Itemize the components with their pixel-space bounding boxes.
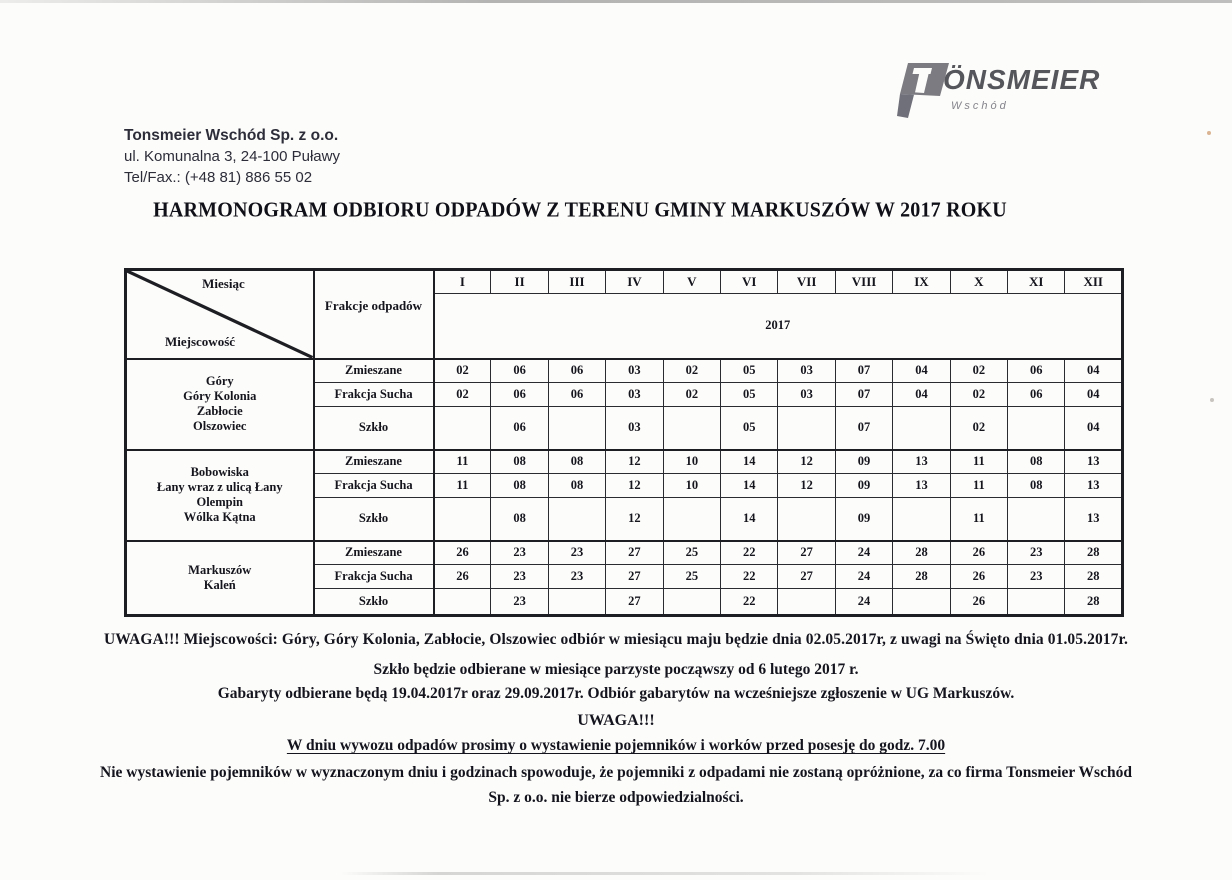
day-cell: 24 <box>835 565 892 589</box>
fraction-label: Szkło <box>314 589 434 616</box>
day-cell: 06 <box>1008 383 1065 407</box>
day-cell: 08 <box>1008 474 1065 498</box>
day-cell: 06 <box>491 407 548 450</box>
day-cell <box>548 589 605 616</box>
day-cell <box>434 589 491 616</box>
place-name: Kaleń <box>203 577 236 592</box>
day-cell: 25 <box>663 541 720 565</box>
day-cell: 14 <box>721 498 778 541</box>
month-header-II: II <box>491 270 548 294</box>
day-cell <box>548 407 605 450</box>
day-cell: 23 <box>548 565 605 589</box>
day-cell: 12 <box>778 474 835 498</box>
day-cell <box>893 589 950 616</box>
scan-artifact-top-edge <box>0 0 1232 3</box>
company-name: Tonsmeier Wschód Sp. z o.o. <box>124 127 339 144</box>
fraction-label: Zmieszane <box>314 359 434 383</box>
day-cell: 03 <box>606 383 663 407</box>
day-cell: 26 <box>950 541 1007 565</box>
day-cell: 06 <box>1008 359 1065 383</box>
day-cell: 09 <box>835 474 892 498</box>
day-cell: 11 <box>950 474 1007 498</box>
day-cell: 03 <box>778 383 835 407</box>
day-cell: 26 <box>950 565 1007 589</box>
day-cell: 04 <box>1065 359 1123 383</box>
day-cell: 13 <box>893 474 950 498</box>
document-title: HARMONOGRAM ODBIORU ODPADÓW Z TERENU GMINY MARKUSZÓW W 2017 ROKU <box>153 198 1007 222</box>
day-cell: 03 <box>778 359 835 383</box>
day-cell: 08 <box>491 474 548 498</box>
month-header-IX: IX <box>893 270 950 294</box>
day-cell: 23 <box>491 589 548 616</box>
day-cell: 03 <box>606 407 663 450</box>
day-cell: 23 <box>548 541 605 565</box>
day-cell: 09 <box>835 450 892 474</box>
day-cell: 04 <box>1065 383 1123 407</box>
place-name: Góry Kolonia <box>183 389 257 403</box>
day-cell: 27 <box>778 541 835 565</box>
day-cell <box>893 498 950 541</box>
fractions-column-header: Frakcje odpadów <box>314 270 434 359</box>
day-cell <box>1008 498 1065 541</box>
day-cell: 02 <box>663 383 720 407</box>
day-cell: 27 <box>778 565 835 589</box>
day-cell: 22 <box>721 565 778 589</box>
day-cell: 11 <box>950 498 1007 541</box>
day-cell <box>778 589 835 616</box>
schedule-table <box>124 268 1124 617</box>
schedule-row <box>126 450 1123 474</box>
disclaimer: Nie wystawienie pojemników w wyznaczonym dniu i godzinach spowoduje, że pojemniki z odpadami nie zostaną opróżnione, za co firma Tonsmeier Wschód Sp. z o.o. nie bierze odpowiedzialności. <box>100 764 1132 806</box>
day-cell: 06 <box>548 383 605 407</box>
warning-heading: UWAGA!!! <box>577 712 655 729</box>
day-cell: 27 <box>606 565 663 589</box>
day-cell: 28 <box>1065 589 1123 616</box>
day-cell: 05 <box>721 407 778 450</box>
fraction-label: Szkło <box>314 407 434 450</box>
day-cell <box>778 407 835 450</box>
month-header-XII: XII <box>1065 270 1123 294</box>
day-cell: 24 <box>835 541 892 565</box>
place-name: Zabłocie <box>196 404 243 418</box>
day-cell: 07 <box>835 407 892 450</box>
day-cell: 07 <box>835 383 892 407</box>
day-cell: 12 <box>606 498 663 541</box>
scan-speck <box>1207 131 1211 135</box>
day-cell: 22 <box>721 589 778 616</box>
schedule-row <box>126 359 1123 383</box>
place-name: Markuszów <box>188 562 252 577</box>
day-cell <box>893 407 950 450</box>
day-cell: 23 <box>491 541 548 565</box>
day-cell: 08 <box>548 450 605 474</box>
day-cell: 12 <box>606 474 663 498</box>
day-cell: 23 <box>491 565 548 589</box>
month-header-I: I <box>434 270 491 294</box>
month-header-III: III <box>548 270 605 294</box>
day-cell: 27 <box>606 589 663 616</box>
day-cell: 05 <box>721 359 778 383</box>
day-cell: 02 <box>950 383 1007 407</box>
month-header-X: X <box>950 270 1007 294</box>
day-cell: 10 <box>663 474 720 498</box>
day-cell <box>663 498 720 541</box>
day-cell <box>663 407 720 450</box>
fraction-label: Frakcja Sucha <box>314 474 434 498</box>
place-name: Olempin <box>196 495 244 509</box>
day-cell: 08 <box>548 474 605 498</box>
corner-label-place: Miejscowość <box>165 333 236 349</box>
year-cell: 2017 <box>434 294 1123 359</box>
day-cell: 04 <box>893 359 950 383</box>
day-cell: 28 <box>893 565 950 589</box>
place-name: Góry <box>205 374 234 388</box>
day-cell: 13 <box>1065 498 1123 541</box>
day-cell: 02 <box>434 359 491 383</box>
day-cell: 06 <box>491 383 548 407</box>
day-cell <box>548 498 605 541</box>
month-header-VII: VII <box>778 270 835 294</box>
day-cell: 13 <box>893 450 950 474</box>
day-cell: 02 <box>434 383 491 407</box>
day-cell: 28 <box>1065 541 1123 565</box>
day-cell: 02 <box>950 407 1007 450</box>
places-list <box>129 465 311 525</box>
month-header-VIII: VIII <box>835 270 892 294</box>
day-cell: 11 <box>950 450 1007 474</box>
month-header-V: V <box>663 270 720 294</box>
corner-header-cell <box>126 270 314 359</box>
corner-label-month: Miesiąc <box>202 276 245 291</box>
tonsmeier-logo <box>897 58 1127 120</box>
day-cell: 04 <box>1065 407 1123 450</box>
day-cell: 13 <box>1065 474 1123 498</box>
company-block <box>124 125 340 188</box>
schedule-row <box>126 541 1123 565</box>
fraction-label: Frakcja Sucha <box>314 565 434 589</box>
day-cell: 02 <box>663 359 720 383</box>
place-name: Bobowiska <box>190 465 249 479</box>
scan-speck <box>1210 398 1214 402</box>
day-cell <box>778 498 835 541</box>
warning-line-text: W dniu wywozu odpadów prosimy o wystawienie pojemników i worków przed posesję do godz. 7.00 <box>286 737 946 754</box>
day-cell: 02 <box>950 359 1007 383</box>
place-name: Łany wraz z ulicą Łany <box>156 480 283 494</box>
places-cell <box>126 450 314 541</box>
day-cell: 07 <box>835 359 892 383</box>
day-cell: 25 <box>663 565 720 589</box>
day-cell: 26 <box>434 565 491 589</box>
day-cell: 05 <box>721 383 778 407</box>
day-cell: 11 <box>434 474 491 498</box>
day-cell: 04 <box>893 383 950 407</box>
places-list <box>129 374 311 434</box>
places-list <box>129 563 311 593</box>
day-cell: 26 <box>950 589 1007 616</box>
day-cell: 24 <box>835 589 892 616</box>
day-cell: 08 <box>1008 450 1065 474</box>
day-cell: 28 <box>1065 565 1123 589</box>
day-cell: 14 <box>721 450 778 474</box>
fraction-label: Szkło <box>314 498 434 541</box>
places-cell <box>126 541 314 616</box>
month-header-row <box>126 270 1123 294</box>
fraction-label: Frakcja Sucha <box>314 383 434 407</box>
place-name: Wólka Kątna <box>183 510 256 524</box>
warning-line <box>0 737 1232 755</box>
day-cell: 11 <box>434 450 491 474</box>
day-cell: 13 <box>1065 450 1123 474</box>
place-name: Olszowiec <box>193 419 247 433</box>
logo-sub-text: Wschód <box>951 100 1009 112</box>
note-holiday: UWAGA!!! Miejscowości: Góry, Góry Kolonia, Zabłocie, Olszowiec odbiór w miesiącu maju będzie dnia 02.05.2017r, z uwagi na Święto dnia 01.05.2017r. <box>103 631 1129 648</box>
month-header-IV: IV <box>606 270 663 294</box>
day-cell: 08 <box>491 498 548 541</box>
day-cell: 03 <box>606 359 663 383</box>
day-cell <box>434 498 491 541</box>
company-address: ul. Komunalna 3, 24-100 Puławy <box>124 148 340 165</box>
day-cell <box>434 407 491 450</box>
month-header-XI: XI <box>1008 270 1065 294</box>
places-cell <box>126 359 314 450</box>
company-phone: Tel/Fax.: (+48 81) 886 55 02 <box>124 169 313 186</box>
day-cell: 26 <box>434 541 491 565</box>
day-cell: 06 <box>548 359 605 383</box>
day-cell <box>1008 407 1065 450</box>
fraction-label: Zmieszane <box>314 450 434 474</box>
day-cell: 12 <box>606 450 663 474</box>
fraction-label: Zmieszane <box>314 541 434 565</box>
day-cell: 12 <box>778 450 835 474</box>
day-cell: 23 <box>1008 541 1065 565</box>
day-cell: 09 <box>835 498 892 541</box>
day-cell <box>1008 589 1065 616</box>
day-cell <box>663 589 720 616</box>
day-cell: 10 <box>663 450 720 474</box>
logo-brand-text: ÖNSMEIER <box>943 64 1101 95</box>
day-cell: 08 <box>491 450 548 474</box>
day-cell: 28 <box>893 541 950 565</box>
day-cell: 27 <box>606 541 663 565</box>
scan-artifact-bottom-edge <box>340 872 990 875</box>
day-cell: 06 <box>491 359 548 383</box>
note-glass: Szkło będzie odbierane w miesiące parzyste począwszy od 6 lutego 2017 r. <box>373 661 859 678</box>
month-header-VI: VI <box>721 270 778 294</box>
day-cell: 22 <box>721 541 778 565</box>
day-cell: 14 <box>721 474 778 498</box>
day-cell: 23 <box>1008 565 1065 589</box>
note-bulky-waste: Gabaryty odbierane będą 19.04.2017r oraz 29.09.2017r. Odbiór gabarytów na wcześniejsze zgłoszenie w UG Markuszów. <box>217 685 1015 702</box>
